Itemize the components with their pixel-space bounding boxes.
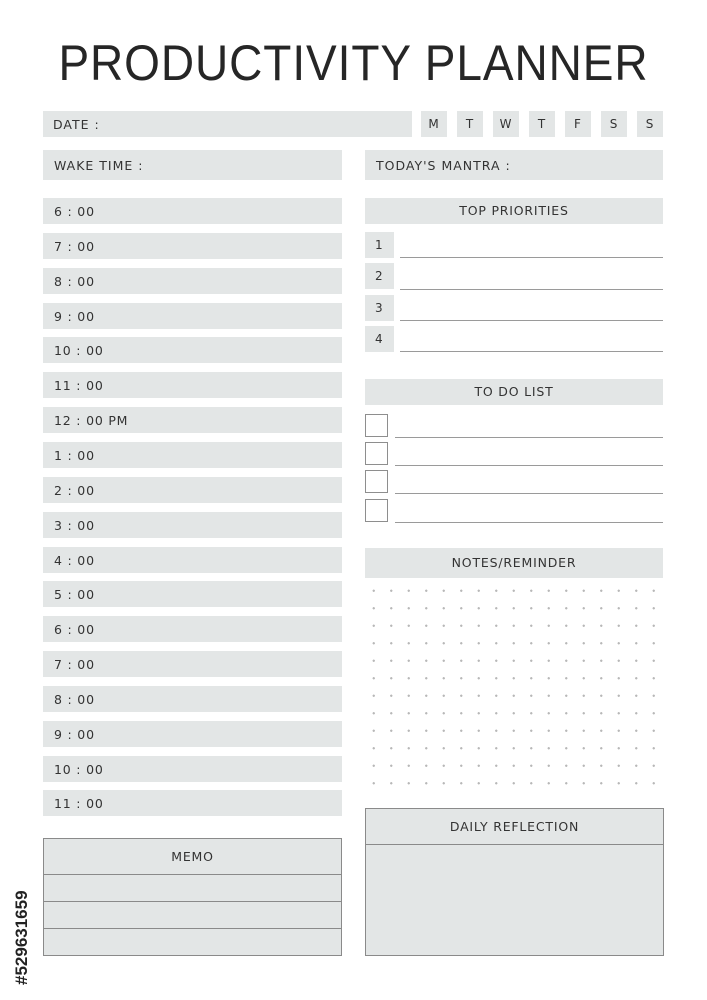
priority-line-4[interactable] — [400, 351, 663, 352]
day-friday[interactable]: F — [565, 111, 591, 137]
day-thursday[interactable]: T — [529, 111, 555, 137]
hour-row-8am[interactable]: 8 : 00 — [43, 268, 342, 294]
todo-checkbox-3[interactable] — [365, 470, 388, 493]
hour-row-12pm[interactable]: 12 : 00 PM — [43, 407, 342, 433]
hour-row-11pm[interactable]: 11 : 00 — [43, 790, 342, 816]
page-title: PRODUCTIVITY PLANNER — [58, 35, 649, 91]
todo-checkbox-2[interactable] — [365, 442, 388, 465]
top-priorities-header: TOP PRIORITIES — [365, 198, 663, 224]
hour-row-9am[interactable]: 9 : 00 — [43, 303, 342, 329]
notes-header: NOTES/REMINDER — [365, 548, 663, 578]
hour-row-8pm[interactable]: 8 : 00 — [43, 686, 342, 712]
priority-line-1[interactable] — [400, 257, 663, 258]
hour-row-7pm[interactable]: 7 : 00 — [43, 651, 342, 677]
priority-line-2[interactable] — [400, 289, 663, 290]
day-saturday[interactable]: S — [601, 111, 627, 137]
date-field[interactable]: DATE : — [43, 111, 412, 137]
hour-row-10pm[interactable]: 10 : 00 — [43, 756, 342, 782]
hour-row-9pm[interactable]: 9 : 00 — [43, 721, 342, 747]
priority-number-3: 3 — [365, 295, 394, 321]
memo-box — [43, 838, 342, 956]
hour-row-6am[interactable]: 6 : 00 — [43, 198, 342, 224]
hour-row-11am[interactable]: 11 : 00 — [43, 372, 342, 398]
priority-number-4: 4 — [365, 326, 394, 352]
todo-line-2[interactable] — [395, 465, 663, 466]
hour-row-7am[interactable]: 7 : 00 — [43, 233, 342, 259]
day-wednesday[interactable]: W — [493, 111, 519, 137]
memo-line-3[interactable] — [44, 929, 341, 956]
memo-line-2[interactable] — [44, 902, 341, 929]
daily-reflection-box — [365, 808, 664, 956]
daily-reflection-header: DAILY REFLECTION — [366, 809, 663, 845]
stock-id-text: #529631659 — [12, 890, 31, 985]
priority-number-1: 1 — [365, 232, 394, 258]
hour-row-6pm[interactable]: 6 : 00 — [43, 616, 342, 642]
hour-row-3pm[interactable]: 3 : 00 — [43, 512, 342, 538]
notes-dot-grid[interactable] — [365, 582, 663, 792]
stock-id-label — [8, 765, 36, 985]
todo-list-header: TO DO LIST — [365, 379, 663, 405]
mantra-field[interactable]: TODAY'S MANTRA : — [365, 150, 663, 180]
hour-row-1pm[interactable]: 1 : 00 — [43, 442, 342, 468]
todo-checkbox-1[interactable] — [365, 414, 388, 437]
hour-row-4pm[interactable]: 4 : 00 — [43, 547, 342, 573]
priority-number-2: 2 — [365, 263, 394, 289]
day-tuesday[interactable]: T — [457, 111, 483, 137]
priority-line-3[interactable] — [400, 320, 663, 321]
todo-line-3[interactable] — [395, 493, 663, 494]
memo-line-1[interactable] — [44, 875, 341, 902]
todo-line-4[interactable] — [395, 522, 663, 523]
day-sunday[interactable]: S — [637, 111, 663, 137]
hour-row-10am[interactable]: 10 : 00 — [43, 337, 342, 363]
daily-reflection-area[interactable] — [366, 845, 663, 955]
todo-line-1[interactable] — [395, 437, 663, 438]
wake-time-field[interactable]: WAKE TIME : — [43, 150, 342, 180]
todo-checkbox-4[interactable] — [365, 499, 388, 522]
hour-row-5pm[interactable]: 5 : 00 — [43, 581, 342, 607]
hour-row-2pm[interactable]: 2 : 00 — [43, 477, 342, 503]
memo-header: MEMO — [44, 839, 341, 875]
day-monday[interactable]: M — [421, 111, 447, 137]
